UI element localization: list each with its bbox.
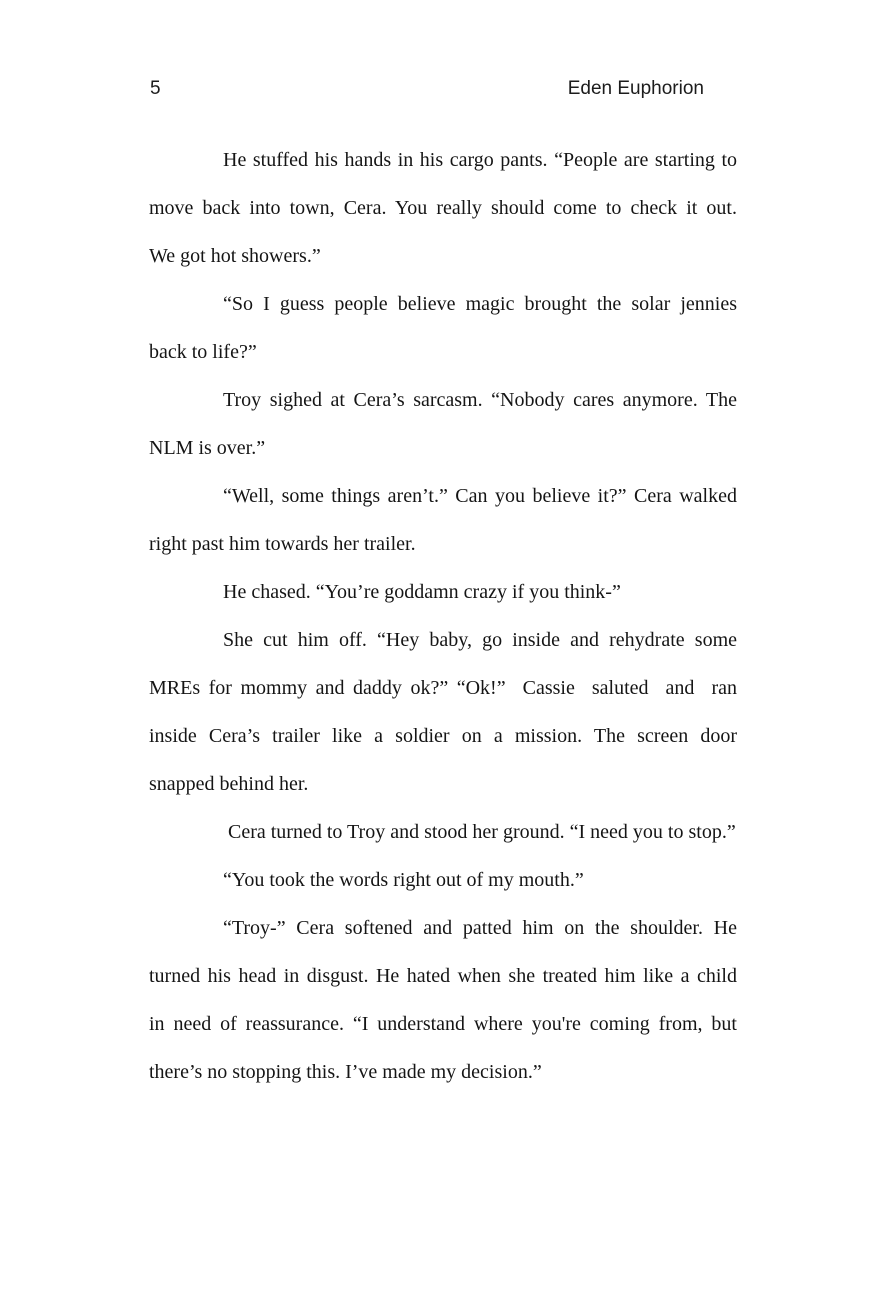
page-header <box>150 77 704 101</box>
text-line: move back into town, Cera. You really should come to check it out. <box>149 197 737 219</box>
text-line: inside Cera’s trailer like a soldier on a mission. The screen door <box>149 725 737 747</box>
text-line: Cera turned to Troy and stood her ground. “I need you to stop.” <box>223 821 736 843</box>
paragraph <box>149 280 737 376</box>
text-line: “You took the words right out of my mouth.” <box>223 869 584 891</box>
paragraph <box>149 808 737 856</box>
text-line: “Troy-” Cera softened and patted him on the shoulder. He <box>223 917 737 939</box>
text-line: She cut him off. “Hey baby, go inside and rehydrate some <box>223 629 737 651</box>
manuscript-body <box>149 136 737 1096</box>
text-line: He chased. “You’re goddamn crazy if you think-” <box>223 581 621 603</box>
text-line: MREs for mommy and daddy ok?” “Ok!” Cassie saluted and ran <box>149 677 737 699</box>
paragraph <box>149 904 737 1096</box>
text-line: back to life?” <box>149 341 257 363</box>
text-line: turned his head in disgust. He hated when she treated him like a child <box>149 965 737 987</box>
text-line: snapped behind her. <box>149 773 309 795</box>
text-line: We got hot showers.” <box>149 245 321 267</box>
paragraph <box>149 568 737 616</box>
text-line: “So I guess people believe magic brought the solar jennies <box>223 293 737 315</box>
running-title: Eden Euphorion <box>567 78 704 99</box>
text-line: NLM is over.” <box>149 437 266 459</box>
paragraph <box>149 616 737 808</box>
text-line: Troy sighed at Cera’s sarcasm. “Nobody cares anymore. The <box>223 389 737 411</box>
text-line: “Well, some things aren’t.” Can you believe it?” Cera walked <box>223 485 737 507</box>
text-line: He stuffed his hands in his cargo pants. “People are starting to <box>223 149 737 171</box>
paragraph <box>149 472 737 568</box>
text-line: there’s no stopping this. I’ve made my decision.” <box>149 1061 542 1083</box>
page-number: 5 <box>150 78 161 99</box>
text-line: in need of reassurance. “I understand where you're coming from, but <box>149 1013 737 1035</box>
text-line: right past him towards her trailer. <box>149 533 416 555</box>
paragraph <box>149 856 737 904</box>
paragraph <box>149 136 737 280</box>
paragraph <box>149 376 737 472</box>
